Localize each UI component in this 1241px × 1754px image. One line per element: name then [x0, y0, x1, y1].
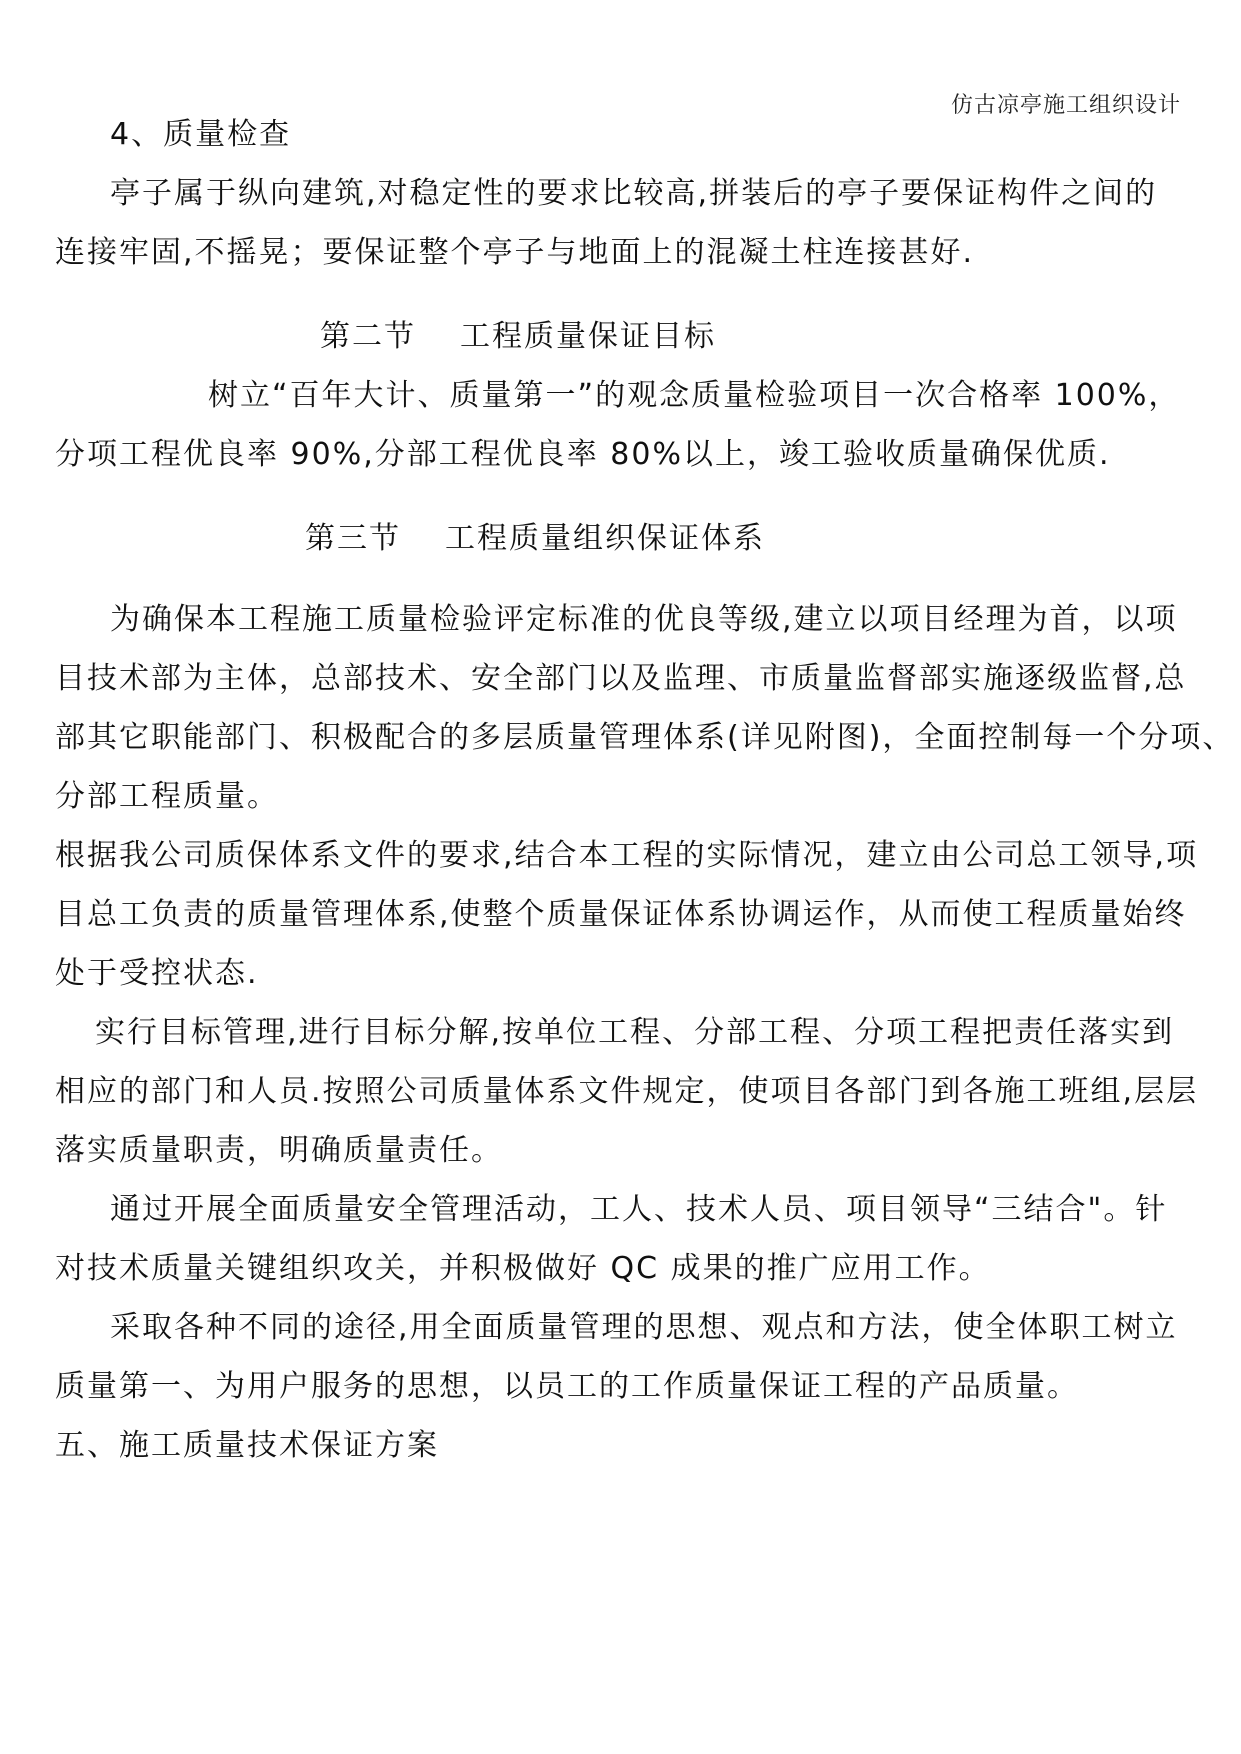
running-header: 仿古凉亭施工组织设计	[950, 93, 1181, 118]
paragraph-line: 处于受控状态.	[55, 956, 259, 991]
section-5-heading: 五、施工质量技术保证方案	[55, 1428, 439, 1463]
paragraph-line: 通过开展全面质量安全管理活动，工人、技术人员、项目领导“三结合"。针	[110, 1192, 1168, 1227]
paragraph-line: 分项工程优良率 90%,分部工程优良率 80%以上，竣工验收质量确保优质.	[55, 437, 1111, 472]
paragraph-line: 对技术质量关键组织攻关，并积极做好 QC 成果的推广应用工作。	[55, 1251, 991, 1286]
paragraph-line: 实行目标管理,进行目标分解,按单位工程、分部工程、分项工程把责任落实到	[95, 1015, 1175, 1050]
paragraph-line: 落实质量职责，明确质量责任。	[55, 1133, 503, 1168]
section-2-number: 第二节	[320, 319, 416, 354]
section-3-number: 第三节	[305, 521, 401, 556]
item-4-heading: 4、质量检查	[110, 117, 292, 152]
section-2-title: 工程质量保证目标	[460, 319, 716, 354]
section-3-title: 工程质量组织保证体系	[445, 521, 765, 556]
paragraph-line: 亭子属于纵向建筑,对稳定性的要求比较高,拼装后的亭子要保证构件之间的	[110, 176, 1158, 211]
paragraph-line: 分部工程质量。	[55, 779, 279, 814]
paragraph-line: 目总工负责的质量管理体系,使整个质量保证体系协调运作，从而使工程质量始终	[55, 897, 1187, 932]
paragraph-line: 根据我公司质保体系文件的要求,结合本工程的实际情况，建立由公司总工领导,项	[55, 838, 1199, 873]
paragraph-line: 采取各种不同的途径,用全面质量管理的思想、观点和方法，使全体职工树立	[110, 1310, 1178, 1345]
paragraph-line: 为确保本工程施工质量检验评定标准的优良等级,建立以项目经理为首，以项	[110, 602, 1178, 637]
paragraph-line: 连接牢固,不摇晃；要保证整个亭子与地面上的混凝土柱连接甚好.	[55, 235, 975, 270]
paragraph-line: 部其它职能部门、积极配合的多层质量管理体系(详见附图)，全面控制每一个分项、	[55, 720, 1235, 755]
paragraph-line: 目技术部为主体，总部技术、安全部门以及监理、市质量监督部实施逐级监督,总	[55, 661, 1187, 696]
paragraph-line: 相应的部门和人员.按照公司质量体系文件规定，使项目各部门到各施工班组,层层	[55, 1074, 1199, 1109]
paragraph-line: 质量第一、为用户服务的思想，以员工的工作质量保证工程的产品质量。	[55, 1369, 1079, 1404]
paragraph-line: 树立“百年大计、质量第一”的观念质量检验项目一次合格率 100%，	[208, 378, 1181, 413]
